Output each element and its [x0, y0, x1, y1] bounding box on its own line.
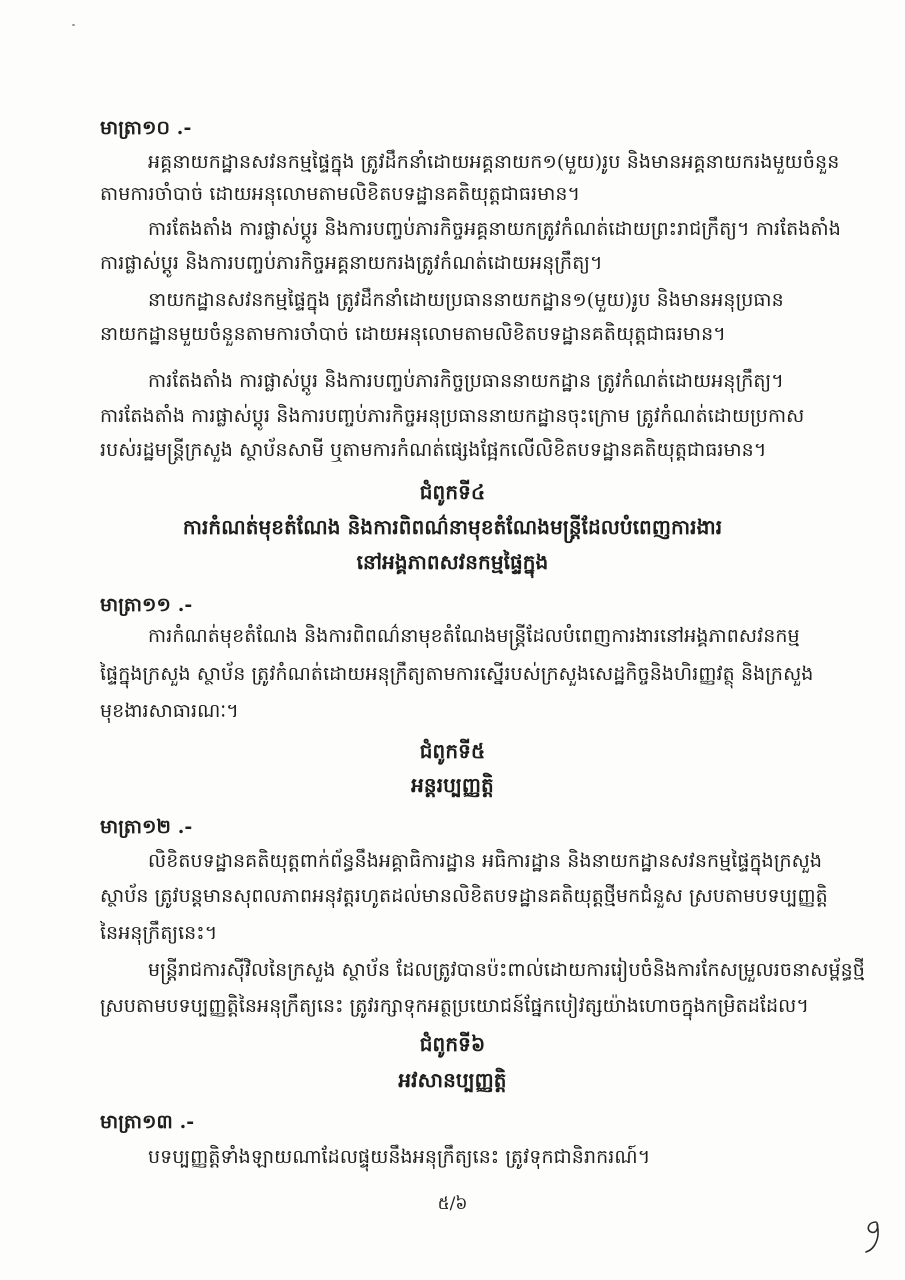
- paragraph-line: តាមការចាំបាច់ ដោយអនុលោមតាមលិខិតបទដ្ឋានគតិយុត្តជាធរមាន។: [100, 183, 581, 205]
- paragraph-line: នាយកដ្ឋានមួយចំនួនតាមការចាំបាច់ ដោយអនុលោមតាមលិខិតបទដ្ឋានគតិយុត្តជាធរមាន។: [100, 323, 726, 345]
- paragraph-line: ការតែងតាំង ការផ្លាស់ប្ដូរ និងការបញ្ចប់ភារកិច្ចប្រធាននាយកដ្ឋាន ត្រូវកំណត់ដោយអនុក្រឹត្យ។: [148, 370, 784, 392]
- chapter-5-title: ជំពូកទី៥: [419, 739, 486, 763]
- paragraph-line: ការតែងតាំង ការផ្លាស់ប្ដូរ និងការបញ្ចប់ភារកិច្ចអនុប្រធាននាយកដ្ឋានចុះក្រោម ត្រូវកំណត់ដោយប្រកាស: [100, 405, 805, 427]
- paragraph-line: អគ្គនាយកដ្ឋានសវនកម្មផ្ទៃក្នុង ត្រូវដឹកនាំដោយអគ្គនាយក១(មួយ)រូប និងមានអគ្គនាយករងមួយចំនួន: [148, 151, 840, 173]
- paragraph-line: មុខងារសាធារណៈ។: [100, 700, 239, 722]
- chapter-4-title: ជំពូកទី៤: [419, 480, 486, 504]
- paragraph-line: ការកំណត់មុខតំណែង និងការពិពណ៌នាមុខតំណែងមន្ត្រីដែលបំពេញការងារនៅអង្គភាពសវនកម្ម: [148, 625, 800, 647]
- article-10-title: មាត្រា១០ .-: [100, 117, 192, 139]
- paragraph-line: ផ្ទៃក្នុងក្រសួង ស្ថាប័ន ត្រូវកំណត់ដោយអនុក្រឹត្យតាមការស្នើរបស់ក្រសួងសេដ្ឋកិច្ចនិងហិរញ្ញវត្ថុ និងក្រសួង: [100, 663, 814, 685]
- chapter-4-subtitle: នៅអង្គភាពសវនកម្មផ្ទៃក្នុង: [356, 550, 549, 574]
- paragraph-line: របស់រដ្ឋមន្ត្រីក្រសួង ស្ថាប័នសាមី ឬតាមការកំណត់ផ្សេងផ្អែកលើលិខិតបទដ្ឋានគតិយុត្តជាធរមាន។: [100, 439, 767, 461]
- paragraph-line: មន្ត្រីរាជការស៊ីវិលនៃក្រសួង ស្ថាប័ន ដែលត្រូវបានប៉ះពាល់ដោយការរៀបចំនិងការកែសម្រួលរចនាសម្ព័ន្ធថ្មី: [148, 959, 865, 981]
- chapter-4-subtitle: ការកំណត់មុខតំណែង និងការពិពណ៌នាមុខតំណែងមន្ត្រីដែលបំពេញការងារ: [182, 515, 723, 539]
- paragraph-line: នាយកដ្ឋានសវនកម្មផ្ទៃក្នុង ត្រូវដឹកនាំដោយប្រធាននាយកដ្ឋាន១(មួយ)រូប និងមានអនុប្រធាន: [148, 289, 784, 311]
- article-11-title: មាត្រា១១ .-: [100, 594, 193, 616]
- paragraph-line: ការផ្លាស់ប្ដូរ និងការបញ្ចប់ភារកិច្ចអគ្គនាយករងត្រូវកំណត់ដោយអនុក្រឹត្យ។: [100, 252, 603, 274]
- chapter-5-subtitle: អន្តរប្បញ្ញត្តិ: [411, 773, 494, 797]
- chapter-6-subtitle: អវសានប្បញ្ញត្តិ: [398, 1068, 507, 1092]
- handwritten-margin-mark: [862, 1218, 884, 1254]
- article-13-title: មាត្រា១៣ .-: [100, 1111, 195, 1133]
- paragraph-line: ស្ថាប័ន ត្រូវបន្តមានសុពលភាពអនុវត្តរហូតដល់មានលិខិតបទដ្ឋានគតិយុត្តថ្មីមកជំនួស ស្របតាមបទប្បញ្ញត្តិ: [100, 885, 828, 907]
- paragraph-line: ស្របតាមបទប្បញ្ញត្តិនៃអនុក្រឹត្យនេះ ត្រូវរក្សាទុកអត្ថប្រយោជន៍ផ្នែកបៀវត្សយ៉ាងហោចក្នុងកម្រិតដដែល។: [100, 995, 809, 1017]
- paragraph-line: ការតែងតាំង ការផ្លាស់ប្ដូរ និងការបញ្ចប់ភារកិច្ចអគ្គនាយកត្រូវកំណត់ដោយព្រះរាជក្រឹត្យ។ ការតែងតាំង: [148, 218, 841, 240]
- article-12-title: មាត្រា១២ .-: [100, 816, 193, 838]
- paragraph-line: នៃអនុក្រឹត្យនេះ។: [100, 922, 218, 944]
- paragraph-line: បទប្បញ្ញត្តិទាំងឡាយណាដែលផ្ទុយនឹងអនុក្រឹត្យនេះ ត្រូវទុកជានិរាករណ៍។: [148, 1146, 651, 1168]
- page-number: ៥/៦: [437, 1194, 468, 1214]
- chapter-6-title: ជំពូកទី៦: [419, 1032, 486, 1056]
- paragraph-line: លិខិតបទដ្ឋានគតិយុត្តពាក់ព័ន្ធនឹងអគ្គាធិការដ្ឋាន អធិការដ្ឋាន និងនាយកដ្ឋានសវនកម្មផ្ទៃក្នុងក្រសួង: [148, 850, 823, 872]
